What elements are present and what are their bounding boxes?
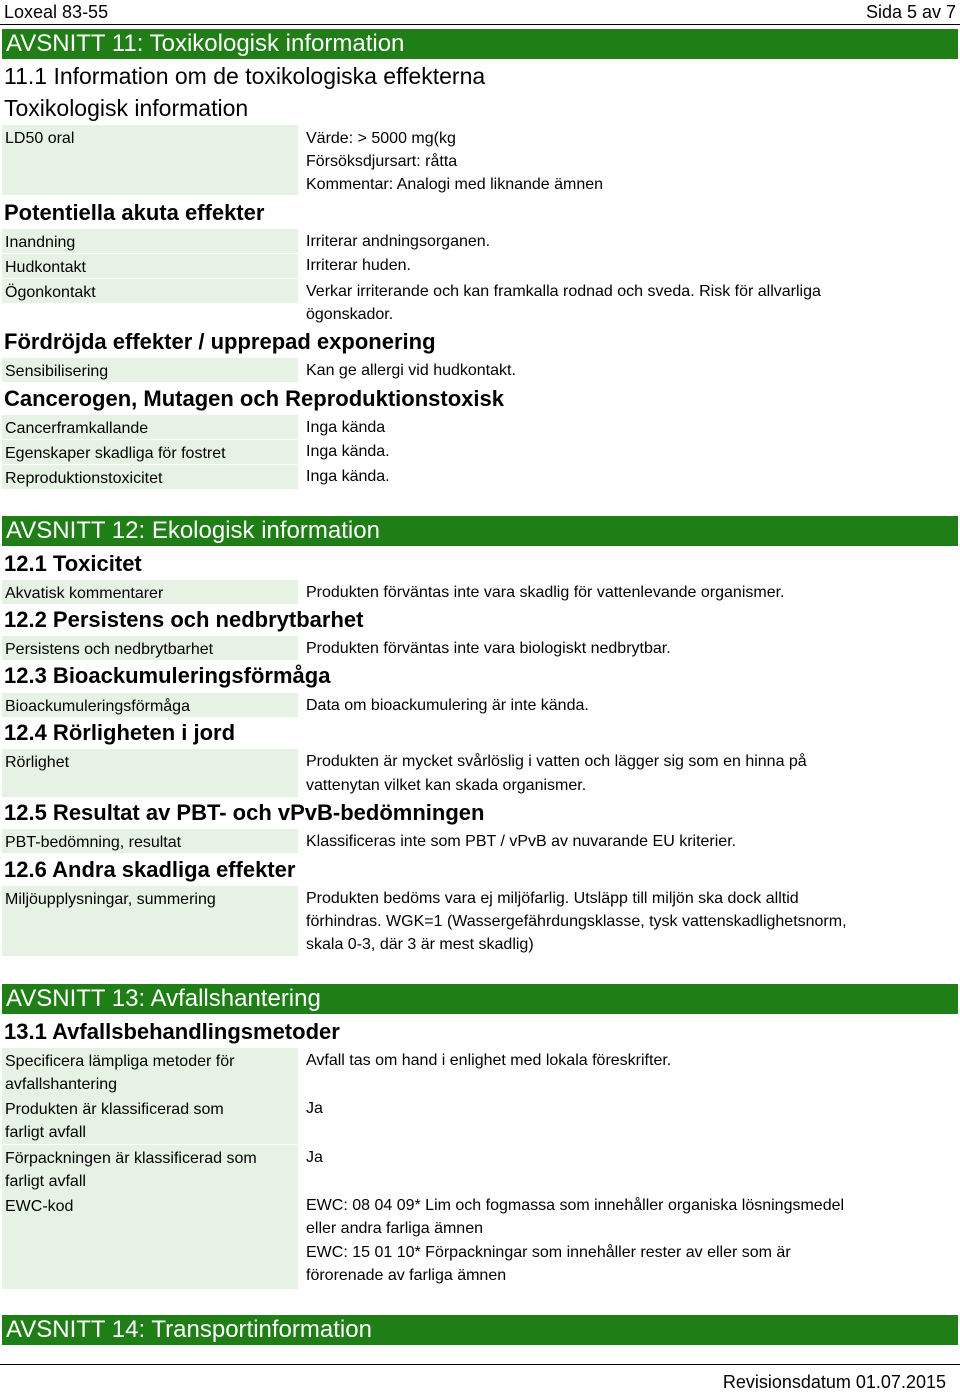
page-number: Sida 5 av 7 <box>865 1 956 22</box>
subsection-12-3: 12.3 Bioackumuleringsförmåga <box>4 663 331 688</box>
packaging-hazard-value: Ja <box>306 1149 323 1166</box>
ewc-value-1: EWC: 08 04 09* Lim och fogmassa som innehåller organiska lösningsmedel <box>306 1197 845 1214</box>
reproductive-value: Inga kända. <box>306 468 390 485</box>
revision-date: Revisionsdatum 01.07.2015 <box>722 1372 946 1392</box>
header-rule <box>0 24 960 25</box>
sensitization-value: Kan ge allergi vid hudkontakt. <box>306 362 516 379</box>
waste-method-label <box>2 1048 298 1096</box>
mobility-label: Rörlighet <box>2 749 298 797</box>
inhalation-value: Irriterar andningsorganen. <box>306 233 491 250</box>
skin-contact-value: Irriterar huden. <box>306 257 411 274</box>
inhalation-label: Inandning <box>2 229 298 253</box>
section-13-header: AVSNITT 13: Avfallshantering <box>2 984 958 1014</box>
delayed-effects-heading: Fördröjda effekter / upprepad exponering <box>4 329 436 354</box>
sensitization-label: Sensibilisering <box>2 358 298 382</box>
ewc-value-2: eller andra farliga ämnen <box>306 1220 483 1237</box>
section-14-header: AVSNITT 14: Transportinformation <box>2 1315 958 1345</box>
ld50-value-1: Värde: > 5000 mg(kg <box>306 130 456 147</box>
environment-label: Miljöupplysningar, summering <box>2 886 298 956</box>
subsection-12-5: 12.5 Resultat av PBT- och vPvB-bedömningen <box>4 800 485 825</box>
pbt-label: PBT-bedömning, resultat <box>2 829 298 853</box>
waste-method-label-line-2: avfallshantering <box>5 1076 118 1093</box>
aquatic-label: Akvatisk kommentarer <box>2 580 298 604</box>
tox-info-heading: Toxikologisk information <box>4 95 249 121</box>
persistence-label: Persistens och nedbrytbarhet <box>2 636 298 660</box>
product-hazard-label <box>2 1096 298 1144</box>
packaging-hazard-label-line-1: Förpackningen är klassificerad som <box>5 1150 257 1167</box>
product-hazard-value: Ja <box>306 1100 323 1117</box>
carcinogenic-value: Inga kända <box>306 419 386 436</box>
environment-value-3: skala 0-3, där 3 är mest skadlig) <box>306 936 534 953</box>
packaging-hazard-label-line-2: farligt avfall <box>5 1173 86 1190</box>
carcinogenic-label: Cancerframkallande <box>2 415 298 439</box>
skin-contact-label: Hudkontakt <box>2 254 298 278</box>
product-name: Loxeal 83-55 <box>4 1 109 22</box>
bioaccumulation-label: Bioackumuleringsförmåga <box>2 693 298 717</box>
eye-contact-label: Ögonkontakt <box>2 279 298 303</box>
ewc-value-4: förorenade av farliga ämnen <box>306 1267 507 1284</box>
ld50-value-3: Kommentar: Analogi med liknande ämnen <box>306 176 604 193</box>
ewc-label: EWC-kod <box>2 1193 298 1289</box>
environment-value-1: Produkten bedöms vara ej miljöfarlig. Utsläpp till miljön ska dock alltid <box>306 890 799 907</box>
bioaccumulation-value: Data om bioackumulering är inte kända. <box>306 697 589 714</box>
environment-value-2: förhindras. WGK=1 (Wassergefährdungsklasse, tysk vattenskadlighetsnorm, <box>306 913 847 930</box>
section-12-header: AVSNITT 12: Ekologisk information <box>2 516 958 546</box>
packaging-hazard-label <box>2 1145 298 1193</box>
mobility-value-2: vattenytan vilket kan skada organismer. <box>306 777 587 794</box>
acute-effects-heading: Potentiella akuta effekter <box>4 200 265 225</box>
footer-rule <box>0 1364 960 1365</box>
subsection-12-1: 12.1 Toxicitet <box>4 551 142 576</box>
subsection-12-4: 12.4 Rörligheten i jord <box>4 720 236 745</box>
section-11-header: AVSNITT 11: Toxikologisk information <box>2 29 958 59</box>
waste-method-label-line-1: Specificera lämpliga metoder för <box>5 1053 235 1070</box>
ewc-value-3: EWC: 15 01 10* Förpackningar som innehåller rester av eller som är <box>306 1244 791 1261</box>
eye-contact-value-2: ögonskador. <box>306 306 394 323</box>
subsection-13-1: 13.1 Avfallsbehandlingsmetoder <box>4 1019 340 1044</box>
pbt-value: Klassificeras inte som PBT / vPvB av nuvarande EU kriterier. <box>306 833 737 850</box>
eye-contact-value-1: Verkar irriterande och kan framkalla rodnad och sveda. Risk för allvarliga <box>306 283 821 300</box>
page-header <box>0 0 960 24</box>
fetus-label: Egenskaper skadliga för fostret <box>2 440 298 464</box>
reproductive-label: Reproduktionstoxicitet <box>2 465 298 489</box>
ld50-label: LD50 oral <box>2 125 298 195</box>
persistence-value: Produkten förväntas inte vara biologiskt nedbrytbar. <box>306 640 671 657</box>
subsection-12-2: 12.2 Persistens och nedbrytbarhet <box>4 607 364 632</box>
product-hazard-label-line-1: Produkten är klassificerad som <box>5 1101 224 1118</box>
fetus-value: Inga kända. <box>306 443 390 460</box>
product-hazard-label-line-2: farligt avfall <box>5 1124 86 1141</box>
subsection-12-6: 12.6 Andra skadliga effekter <box>4 857 296 882</box>
cmr-heading: Cancerogen, Mutagen och Reproduktionstoxisk <box>4 386 504 411</box>
waste-method-value: Avfall tas om hand i enlighet med lokala föreskrifter. <box>306 1052 672 1069</box>
ld50-value-2: Försöksdjursart: råtta <box>306 153 458 170</box>
aquatic-value: Produkten förväntas inte vara skadlig för vattenlevande organismer. <box>306 584 785 601</box>
mobility-value-1: Produkten är mycket svårlöslig i vatten och lägger sig som en hinna på <box>306 753 807 770</box>
subsection-11-1: 11.1 Information om de toxikologiska effekterna <box>4 63 486 89</box>
